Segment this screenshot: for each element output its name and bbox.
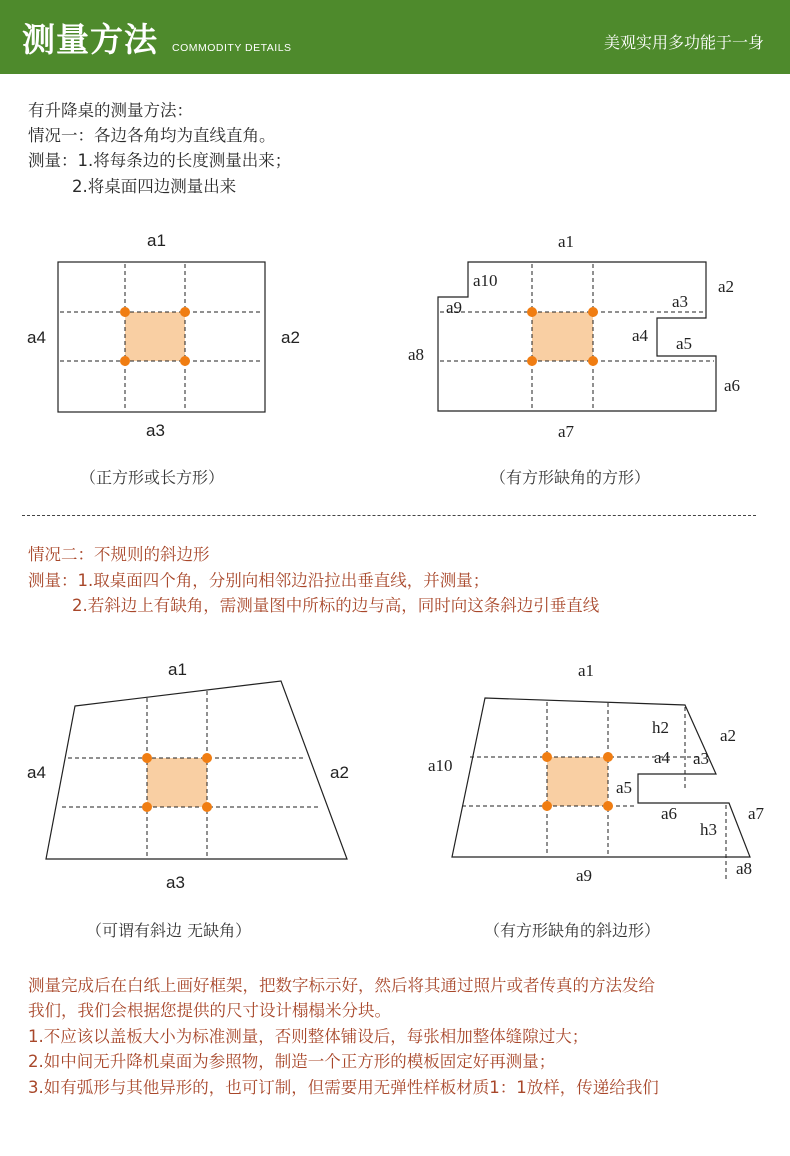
case2-line-3: 2.若斜边上有缺角，需测量图中所标的边与高，同时向这条斜边引垂直线 [72,596,600,615]
case2-line-1: 情况二：不规则的斜边形 [28,545,210,564]
slogan: 美观实用多功能于一身 [603,33,764,52]
notched-label-a4: a4 [632,326,649,345]
rect-label-a2: a2 [281,328,300,347]
caption-notched: （有方形缺角的方形） [490,468,651,487]
notched-label-a5: a5 [676,334,693,353]
notes-line-5: 3.如有弧形与其他异形的，也可订制，但需要用无弹性样板材质1：1放样，传递给我们 [28,1078,659,1097]
slanted-notched-label-a7: a7 [748,804,765,823]
notched-label-a3: a3 [672,292,689,311]
rect-label-a4: a4 [27,328,46,347]
notched-label-a6: a6 [724,376,741,395]
caption-slanted: （可谓有斜边 无缺角） [86,921,252,940]
caption-slanted-notched: （有方形缺角的斜边形） [484,921,661,940]
slanted-notched-label-h2: h2 [652,718,669,737]
slanted-label-a3: a3 [166,873,185,892]
notched-label-a8: a8 [408,345,425,364]
slanted-notched-label-a9: a9 [576,866,593,885]
slanted-notched-label-h3: h3 [700,820,717,839]
notes-line-4: 2.如中间无升降机桌面为参照物，制造一个正方形的模板固定好再测量； [28,1052,556,1071]
section-title: 测量方法 [22,20,158,59]
notched-label-a10: a10 [473,271,498,290]
intro-line-4: 2.将桌面四边测量出来 [72,177,237,196]
slanted-label-a2: a2 [330,763,349,782]
section-subtitle: COMMODITY DETAILS [172,42,292,54]
slanted-notched-label-a1: a1 [578,661,595,680]
caption-rectangle: （正方形或长方形） [80,468,225,487]
rect-label-a3: a3 [146,421,165,440]
notched-label-a7: a7 [558,422,575,441]
intro-line-3: 测量：1.将每条边的长度测量出来； [28,151,292,170]
slanted-label-a4: a4 [27,763,46,782]
slanted-notched-label-a3: a3 [693,749,710,768]
case2-line-2: 测量：1.取桌面四个角，分别向相邻边沿拉出垂直线，并测量； [28,571,490,590]
slanted-notched-label-a6: a6 [661,804,678,823]
slanted-notched-label-a8: a8 [736,859,753,878]
notched-label-a2: a2 [718,277,735,296]
intro-line-2: 情况一：各边各角均为直线直角。 [28,126,276,145]
slanted-label-a1: a1 [168,660,187,679]
slanted-notched-label-a5: a5 [616,778,633,797]
notched-label-a1: a1 [558,232,575,251]
notched-label-a9: a9 [446,298,463,317]
slanted-notched-label-a4: a4 [654,748,671,767]
notes-line-3: 1.不应该以盖板大小为标准测量，否则整体铺设后，每张相加整体缝隙过大； [28,1027,589,1046]
rect-label-a1: a1 [147,231,166,250]
notes-line-2: 我们，我们会根据您提供的尺寸设计榻榻米分块。 [28,1001,391,1020]
intro-line-1: 有升降桌的测量方法： [28,101,193,120]
notes-line-1-wrap [0,974,790,998]
slanted-notched-label-a2: a2 [720,726,737,745]
notes-line-1: 测量完成后在白纸上画好框架，把数字标示好，然后将其通过照片或者传真的方法发给 [28,976,655,995]
notes-line-5-wrap [0,1076,790,1100]
slanted-notched-highlight [547,757,608,806]
slanted-notched-label-a10: a10 [428,756,453,775]
